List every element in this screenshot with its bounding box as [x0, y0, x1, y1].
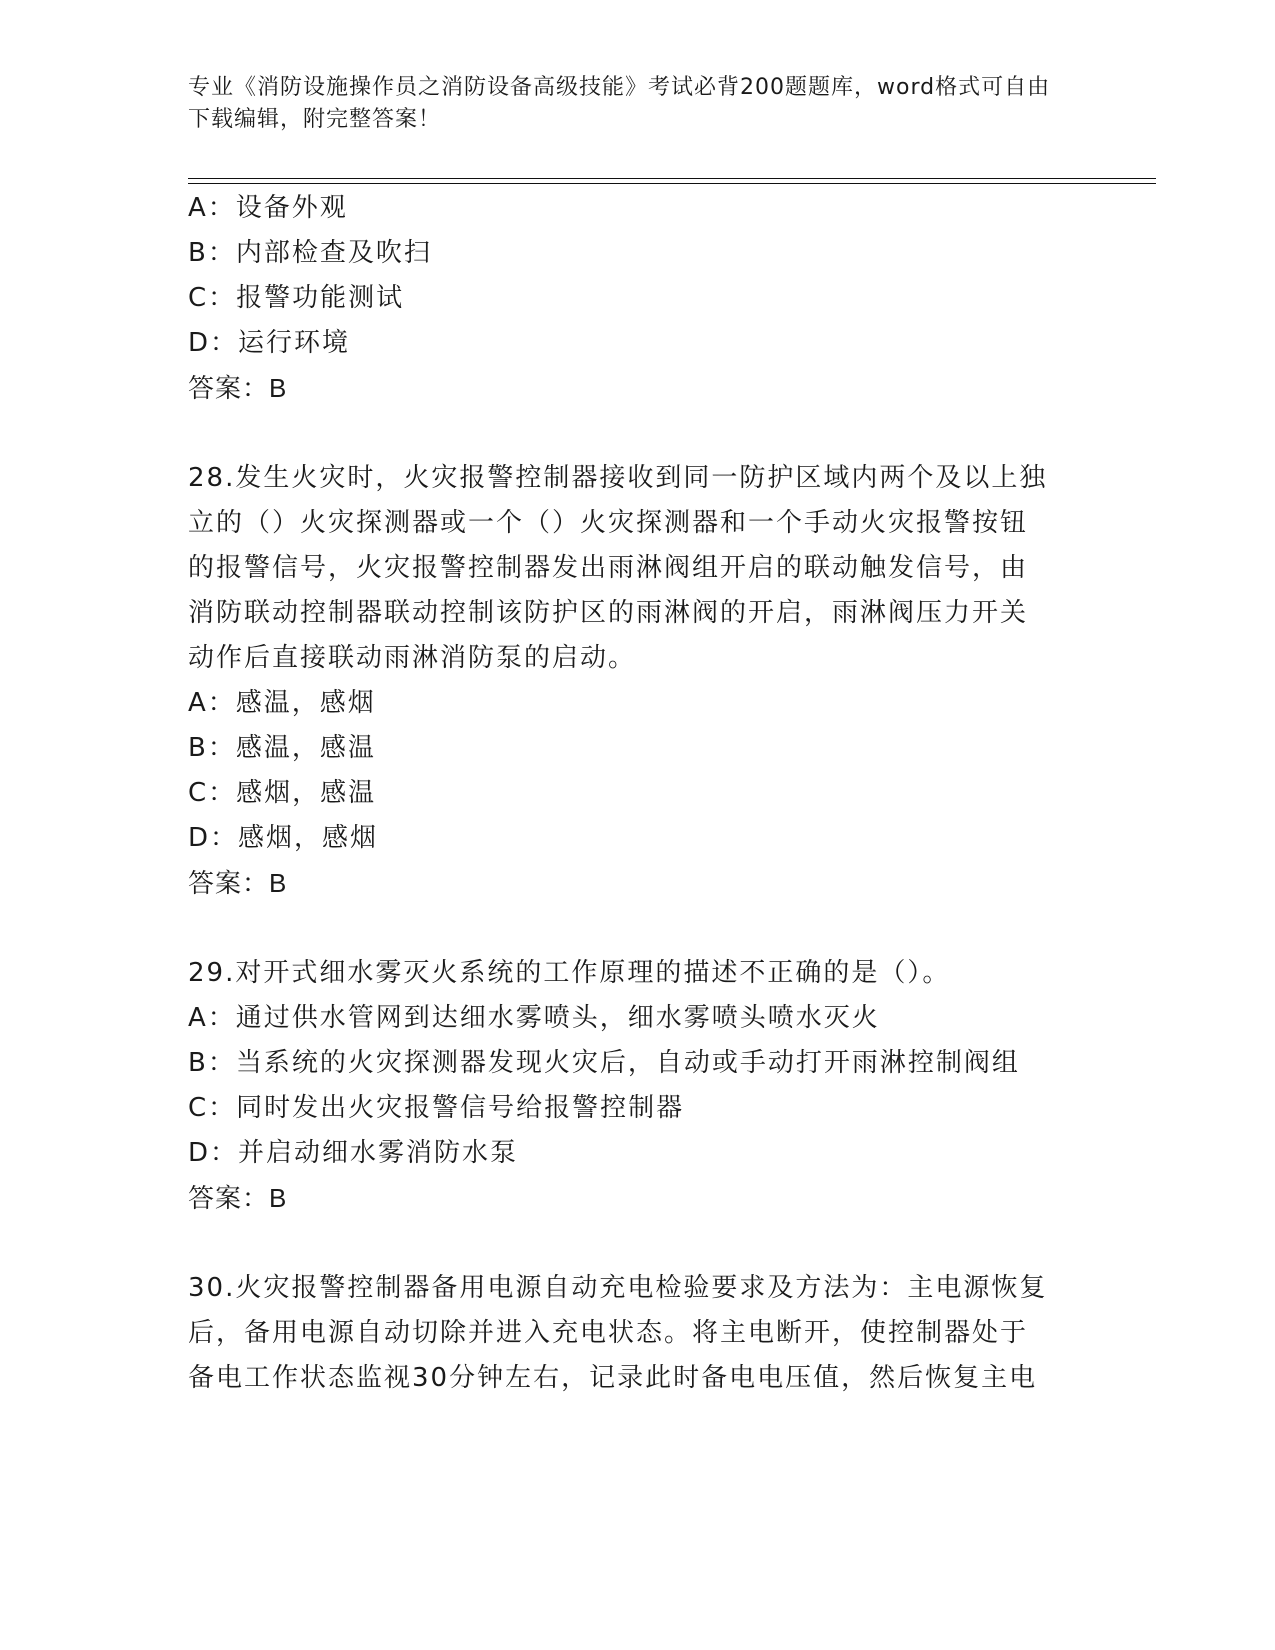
spacer — [188, 1221, 1068, 1266]
option-b: B：当系统的火灾探测器发现火灾后，自动或手动打开雨淋控制阀组 — [188, 1048, 1020, 1078]
option-c: C：感烟，感温 — [188, 778, 377, 808]
document-header — [188, 72, 1068, 136]
question-27 — [188, 186, 1068, 411]
header-rule-top — [188, 178, 1156, 179]
question-text-line: 的报警信号，火灾报警控制器发出雨淋阀组开启的联动触发信号，由 — [188, 553, 1029, 583]
document-body — [188, 186, 1068, 1401]
spacer — [188, 411, 1068, 456]
question-text: 29.对开式细水雾灭火系统的工作原理的描述不正确的是（）。 — [188, 958, 951, 988]
option-d: D：运行环境 — [188, 328, 351, 358]
option-a: A：设备外观 — [188, 193, 348, 223]
header-rule-bottom — [188, 183, 1156, 184]
option-c: C：报警功能测试 — [188, 283, 405, 313]
question-text-line: 后，备用电源自动切除并进入充电状态。将主电断开，使控制器处于 — [188, 1318, 1029, 1348]
option-a: A：通过供水管网到达细水雾喷头，细水雾喷头喷水灭火 — [188, 1003, 880, 1033]
option-b: B：感温，感温 — [188, 733, 376, 763]
question-text-line: 备电工作状态监视30分钟左右，记录此时备电电压值，然后恢复主电 — [188, 1363, 1038, 1393]
spacer — [188, 906, 1068, 951]
answer: 答案：B — [188, 868, 288, 898]
question-text-line: 30.火灾报警控制器备用电源自动充电检验要求及方法为：主电源恢复 — [188, 1273, 1048, 1303]
option-a: A：感温，感烟 — [188, 688, 376, 718]
option-d: D：感烟，感烟 — [188, 823, 379, 853]
question-text-line: 立的（）火灾探测器或一个（）火灾探测器和一个手动火灾报警按钮 — [188, 508, 1029, 538]
question-30 — [188, 1266, 1068, 1401]
answer: 答案：B — [188, 1183, 288, 1213]
question-28 — [188, 456, 1068, 906]
question-text-line: 动作后直接联动雨淋消防泵的启动。 — [188, 643, 637, 673]
option-c: C：同时发出火灾报警信号给报警控制器 — [188, 1093, 685, 1123]
option-d: D：并启动细水雾消防水泵 — [188, 1138, 519, 1168]
question-text-line: 28.发生火灾时，火灾报警控制器接收到同一防护区域内两个及以上独 — [188, 463, 1048, 493]
question-text-line: 消防联动控制器联动控制该防护区的雨淋阀的开启，雨淋阀压力开关 — [188, 598, 1029, 628]
header-text: 专业《消防设施操作员之消防设备高级技能》考试必背200题题库，word格式可自由下载编辑，附完整答案！ — [188, 75, 1051, 132]
answer: 答案：B — [188, 373, 288, 403]
question-29 — [188, 951, 1068, 1221]
option-b: B：内部检查及吹扫 — [188, 238, 432, 268]
